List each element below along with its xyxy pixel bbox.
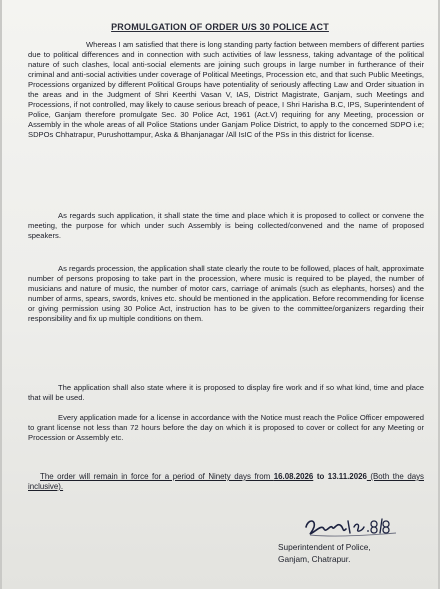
notice-paper bbox=[2, 0, 438, 589]
paragraph-license-deadline: Every application made for a license in accordance with the Notice must reach the Police Officer empowered to grant license not less than 72 hours before the day on which it is proposed to cover or collect for any Meeting or Procession or Assembly etc. bbox=[28, 413, 424, 443]
paragraph-meeting-application: As regards such application, it shall state the time and place which it is proposed to collect or convene the meeting, the purpose for which under such Assembly is being collected/convened and the name of proposed speakers. bbox=[28, 211, 424, 241]
paragraph-preamble: Whereas I am satisfied that there is long standing party faction between members of different parties due to political differences and in connection with such activities of law lessness, taking advantage of the political nature of such clashes, local anti-social elements are joining such groups in large number in furtherance of their criminal and anti-social activities under coverage of Political Meetings, Procession etc, and that such Public Meetings, Processions organized by different Political Groups have potentiality of seriously affecting Law and Order situation in the areas and in the Judgment of Shri Keerthi Vasan V, IAS, District Magistrate, Ganjam, such Meetings and Processions, if not controlled, may likely to cause serious breach of peace, I Shri Harisha B.C, IPS, Superintendent of Police, Ganjam therefore promulgate Sec. 30 Police Act, 1961 (Act.V) requiring for any Meeting, procession or Assembly in the whole areas of all Police Stations under Ganjam Police District, to apply to the concerned SDPO i.e; SDPOs Chhatrapur, Purushottampur, Aska & Bhanjanagar /All IsIC of the PSs in this district for license. bbox=[28, 40, 424, 140]
signatory-block bbox=[278, 541, 438, 565]
paragraph-procession-application: As regards procession, the application shall state clearly the route to be followed, places of halt, approximate number of persons proposing to take part in the procession, where music is required to be played, the number of musicians and nature of music, the number of motor cars, carriage of animals (such as elephants, horses) and the number of arms, spears, swords, knives etc. should be mentioned in the application. Before recommending for license or giving permission using 30 Police Act, instruction has to be given to the committee/organizers regarding their responsibility and fix up multiple conditions on them. bbox=[28, 264, 424, 324]
signatory-designation: Superintendent of Police, bbox=[278, 542, 371, 552]
document-title: PROMULGATION OF ORDER U/S 30 POLICE ACT bbox=[111, 22, 329, 32]
handwritten-signature bbox=[300, 513, 412, 539]
validity-text: The order will remain in force for a period of Ninety days from bbox=[40, 472, 274, 481]
validity-start-date: 16.08.2026 bbox=[273, 472, 314, 481]
signatory-place: Ganjam, Chatrapur. bbox=[278, 554, 351, 564]
paragraph-fireworks: The application shall also state where it is proposed to display fire work and if so what kind, time and place that will be used. bbox=[28, 383, 424, 403]
paragraph-order-validity bbox=[28, 472, 424, 492]
validity-inclusive-note: (Both the days inclusive). bbox=[28, 472, 424, 492]
validity-end-date: to 13.11.2026 bbox=[316, 472, 367, 481]
